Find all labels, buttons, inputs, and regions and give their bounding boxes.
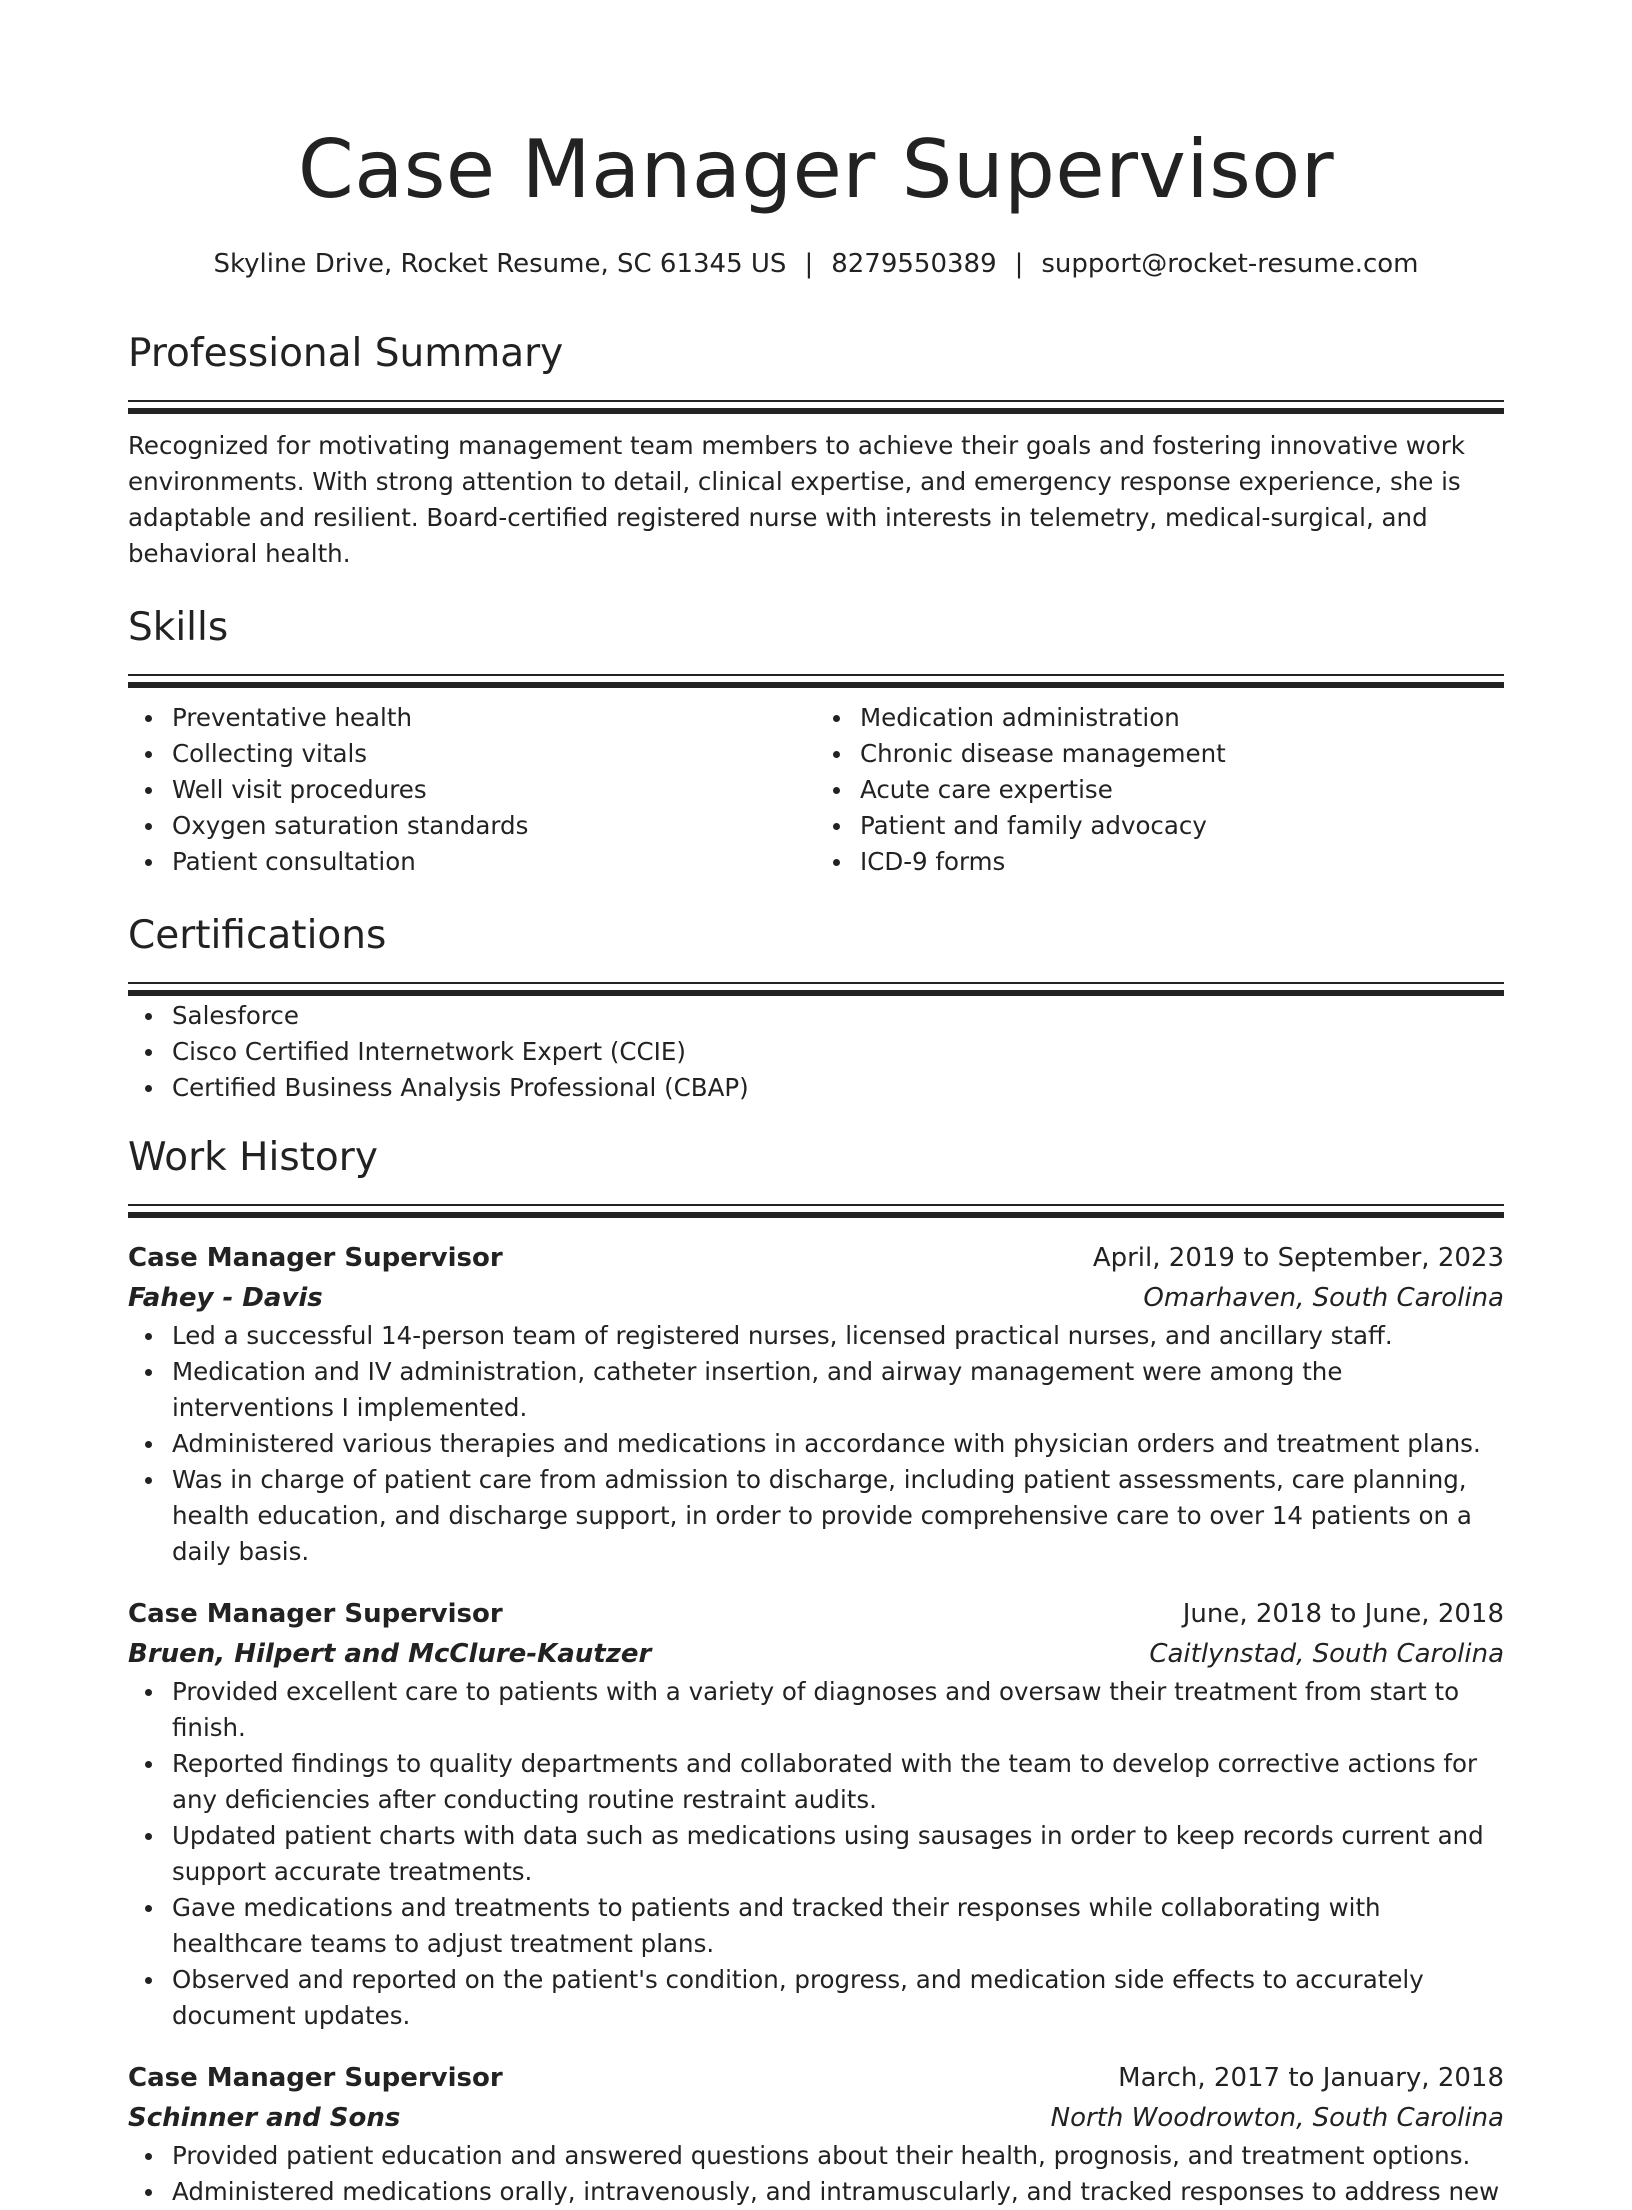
job-dates: April, 2019 to September, 2023: [1092, 1243, 1504, 1273]
job-location: North Woodrowton, South Carolina: [1050, 2103, 1504, 2133]
certification-item: Cisco Certified Internetwork Expert (CCIE): [172, 1034, 1504, 1070]
skill-item: Medication administration: [860, 700, 1504, 736]
resume-page: [128, 0, 1504, 2210]
section-divider: [128, 982, 1504, 998]
skill-item: Chronic disease management: [860, 736, 1504, 772]
skill-item: Acute care expertise: [860, 772, 1504, 808]
job-bullet: Led a successful 14-person team of registered nurses, licensed practical nurses, and ancillary staff.: [172, 1318, 1504, 1354]
section-divider: [128, 674, 1504, 690]
contact-separator: |: [1014, 249, 1024, 279]
contact-email[interactable]: support@rocket-resume.com: [1041, 249, 1419, 279]
job-header: [128, 1238, 1504, 1278]
job-company: Bruen, Hilpert and McClure-Kautzer: [128, 1639, 652, 1669]
certifications-heading: Certifications: [128, 913, 387, 958]
job-bullet: Provided excellent care to patients with a variety of diagnoses and oversaw their treatment from start to finish.: [172, 1674, 1504, 1746]
work-history-section: [128, 1132, 1504, 2210]
job-title: Case Manager Supervisor: [128, 1599, 503, 1629]
section-divider: [128, 1204, 1504, 1220]
skills-heading: Skills: [128, 605, 229, 650]
skills-section: [128, 602, 1504, 880]
skill-item: Collecting vitals: [172, 736, 816, 772]
certification-item: Salesforce: [172, 998, 1504, 1034]
job-location: Omarhaven, South Carolina: [1143, 1283, 1504, 1313]
job-bullet: Gave medications and treatments to patients and tracked their responses while collaborating with healthcare teams to adjust treatment plans.: [172, 1890, 1504, 1962]
skills-list-right: [816, 700, 1504, 880]
contact-line: [128, 246, 1504, 282]
job-dates: March, 2017 to January, 2018: [1118, 2063, 1504, 2093]
job-bullets: [128, 1318, 1504, 1570]
skill-item: Well visit procedures: [172, 772, 816, 808]
skill-item: Oxygen saturation standards: [172, 808, 816, 844]
job-bullet: Updated patient charts with data such as medications using sausages in order to keep records current and support accurate treatments.: [172, 1818, 1504, 1890]
contact-separator: |: [804, 249, 814, 279]
job-bullets: [128, 1674, 1504, 2034]
skill-item: Preventative health: [172, 700, 816, 736]
skill-item: Patient consultation: [172, 844, 816, 880]
job-header: [128, 1594, 1504, 1634]
job-title: Case Manager Supervisor: [128, 2063, 503, 2093]
job-location: Caitlynstad, South Carolina: [1149, 1639, 1504, 1669]
resume-name: Case Manager Supervisor: [297, 123, 1335, 216]
job-bullet: Administered medications orally, intravenously, and intramuscularly, and tracked responses to address new: [172, 2174, 1504, 2210]
certification-item: Certified Business Analysis Professional (CBAP): [172, 1070, 1504, 1106]
job-bullet: Observed and reported on the patient's condition, progress, and medication side effects to accurately document updates.: [172, 1962, 1504, 2034]
contact-phone: 8279550389: [831, 249, 997, 279]
work-history-heading: Work History: [128, 1135, 378, 1180]
job-subheader: [128, 1278, 1504, 1318]
summary-text: Recognized for motivating management team members to achieve their goals and fostering innovative work environments. With strong attention to detail, clinical expertise, and emergency response experience, she is adaptable and resilient. Board-certified registered nurse with interests in telemetry, medical-surgical, and behavioral health.: [128, 431, 1465, 568]
job-bullet: Provided patient education and answered questions about their health, prognosis, and treatment options.: [172, 2138, 1504, 2174]
contact-address: Skyline Drive, Rocket Resume, SC 61345 US: [213, 249, 787, 279]
job-subheader: [128, 2098, 1504, 2138]
job-entry: [128, 2058, 1504, 2210]
job-title: Case Manager Supervisor: [128, 1243, 503, 1273]
job-bullets: [128, 2138, 1504, 2210]
section-divider: [128, 400, 1504, 416]
skills-list-left: [128, 700, 816, 880]
job-company: Schinner and Sons: [128, 2103, 401, 2133]
job-header: [128, 2058, 1504, 2098]
job-company: Fahey - Davis: [128, 1283, 323, 1313]
job-bullet: Medication and IV administration, catheter insertion, and airway management were among the interventions I implemented.: [172, 1354, 1504, 1426]
job-entry: [128, 1238, 1504, 1570]
skills-columns: [128, 700, 1504, 880]
certifications-list: [128, 998, 1504, 1106]
job-bullet: Reported findings to quality departments and collaborated with the team to develop corrective actions for any deficiencies after conducting routine restraint audits.: [172, 1746, 1504, 1818]
summary-section: [128, 328, 1504, 572]
summary-heading: Professional Summary: [128, 331, 564, 376]
job-bullet: Was in charge of patient care from admission to discharge, including patient assessments, care planning, health education, and discharge support, in order to provide comprehensive care to over 14 patients on a daily basis.: [172, 1462, 1504, 1570]
job-bullet: Administered various therapies and medications in accordance with physician orders and treatment plans.: [172, 1426, 1504, 1462]
job-entry: [128, 1594, 1504, 2034]
job-dates: June, 2018 to June, 2018: [1182, 1599, 1504, 1629]
job-subheader: [128, 1634, 1504, 1674]
certifications-section: [128, 910, 1504, 1106]
skill-item: ICD-9 forms: [860, 844, 1504, 880]
skill-item: Patient and family advocacy: [860, 808, 1504, 844]
